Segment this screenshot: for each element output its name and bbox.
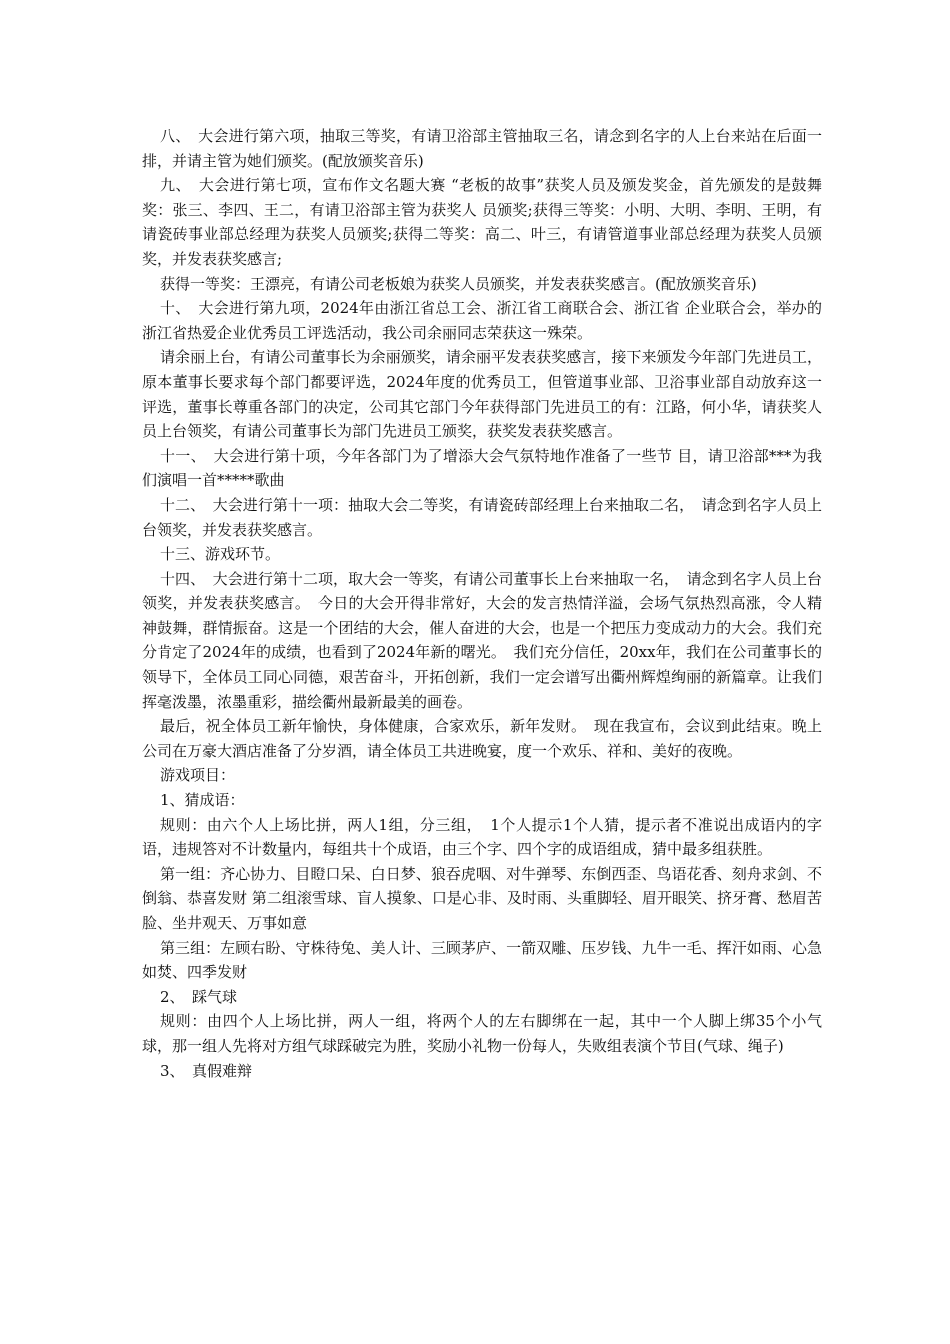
paragraph-item-11: 十一、 大会进行第十项，今年各部门为了增添大会气氛特地作准备了一些节 目，请卫浴部***为我们演唱一首*****歌曲 [142,446,822,490]
paragraph-game-2-rules: 规则：由四个人上场比拼，两人一组，将两个人的左右脚绑在一起，其中一个人脚上绑35个小气球，那一组人先将对方组气球踩破完为胜，奖励小礼物一份每人，失败组表演个节目(气球、绳子) [142,1012,822,1055]
paragraph-game-3-title: 3、 真假难辩 [160,1061,253,1080]
paragraph-closing: 最后，祝全体员工新年愉快，身体健康，合家欢乐，新年发财。 现在我宣布，会议到此结束。晚上公司在万豪大酒店准备了分岁酒，请全体员工共进晚宴，度一个欢乐、祥和、美好的夜晚。 [142,717,822,760]
paragraph-game-1-group-3: 第三组：左顾右盼、守株待兔、美人计、三顾茅庐、一箭双雕、压岁钱、九牛一毛、挥汗如雨、心急如焚、四季发财 [142,938,822,982]
paragraph-item-13: 十三、游戏环节。 [160,545,281,564]
paragraph-item-8: 八、 大会进行第六项，抽取三等奖，有请卫浴部主管抽取三名，请念到名字的人上台来站在后面一排，并请主管为她们颁奖。(配放颁奖音乐) [142,127,822,170]
paragraph-games-heading: 游戏项目： [160,766,236,785]
paragraph-first-prize: 获得一等奖：王漂亮，有请公司老板娘为获奖人员颁奖，并发表获奖感言。(配放颁奖音乐) [160,274,757,293]
paragraph-yuli-award: 请余丽上台，有请公司董事长为余丽颁奖，请余丽平发表获奖感言，接下来颁发今年部门先进员工，原本董事长要求每个部门都要评选，2024年度的优秀员工，但管道事业部、卫浴事业部自动放弃这一评选，董事长尊重各部门的决定，公司其它部门今年获得部门先进员工的有：江路，何小华，请获奖人员上台领奖，有请公司董事长为部门先进员工颁奖，获奖发表获奖感言。 [142,348,822,441]
paragraph-game-1-title: 1、猜成语： [160,791,245,810]
paragraph-game-2-title: 2、 踩气球 [160,987,238,1006]
paragraph-game-1-groups: 第一组：齐心协力、目瞪口呆、白日梦、狼吞虎咽、对牛弹琴、东倒西歪、鸟语花香、刻舟求剑、不倒翁、恭喜发财 第二组滚雪球、盲人摸象、口是心非、及时雨、头重脚轻、眉开眼笑、挤牙膏、愁眉苦脸、坐井观天、万事如意 [142,864,822,932]
paragraph-item-12: 十二、 大会进行第十一项：抽取大会二等奖，有请瓷砖部经理上台来抽取二名， 请念到名字人员上台领奖，并发表获奖感言。 [142,495,822,539]
paragraph-item-10: 十、 大会进行第九项，2024年由浙江省总工会、浙江省工商联合会、浙江省 企业联合会，举办的浙江省热爱企业优秀员工评选活动，我公司余丽同志荣获这一殊荣。 [142,299,822,342]
document-body [142,124,822,1083]
paragraph-item-9: 九、 大会进行第七项，宣布作文名题大赛 “老板的故事”获奖人员及颁发奖金，首先颁发的是鼓舞奖：张三、李四、王二，有请卫浴部主管为获奖人 员颁奖;获得三等奖：小明、大明、李明、王明，有请瓷砖事业部总经理为获奖人员颁奖;获得二等奖：高二、叶三，有请管道事业部总经理为获奖人员颁奖，并发表获奖感言; [142,176,822,268]
paragraph-game-1-rules: 规则：由六个人上场比拼，两人1组，分三组， 1个人提示1个人猜，提示者不准说出成语内的字语，违规答对不计数量内，每组共十个成语，由三个字、四个字的成语组成，猜中最多组获胜。 [142,815,822,859]
paragraph-item-14: 十四、 大会进行第十二项，取大会一等奖，有请公司董事长上台来抽取一名， 请念到名字人员上台领奖，并发表获奖感言。 今日的大会开得非常好，大会的发言热情洋溢，会场气氛热烈高涨，令人精神鼓舞，群情振奋。这是一个团结的大会，催人奋进的大会，也是一个把压力变成动力的大会。我们充分肯定了2024年的成绩，也看到了2024年新的曙光。 我们充分信任，20xx年，我们在公司董事长的领导下，全体员工同心同德，艰苦奋斗，开拓创新，我们一定会谱写出衢州辉煌绚丽的新篇章。让我们挥毫泼墨，浓墨重彩，描绘衢州最新最美的画卷。 [142,569,822,711]
